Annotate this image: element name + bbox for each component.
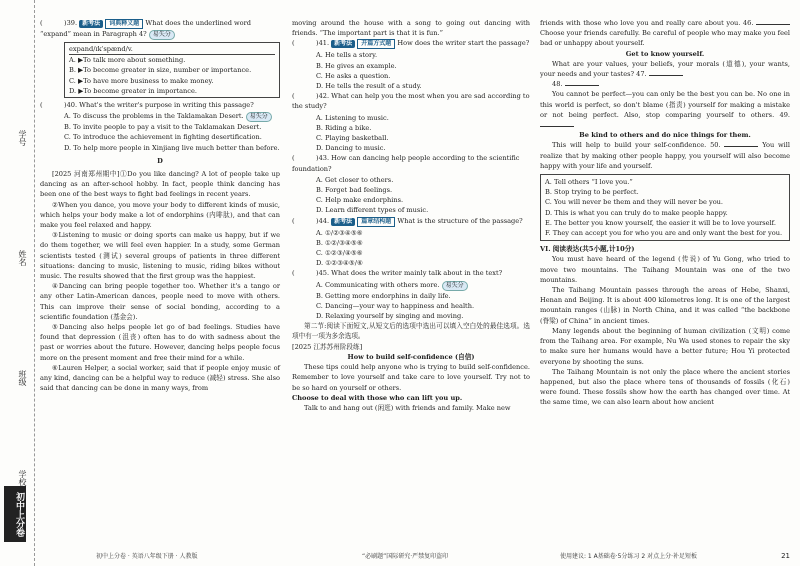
option[interactable]: D. Dancing to music. xyxy=(316,144,386,153)
passage-paragraph: You cannot be perfect—you can only be the best you can be. No one in this world is perfect, so don't blame (指责) yourself for making a mistake or not being perfect. Also, stop comparing yourself to others. 49. xyxy=(540,89,790,130)
margin-label-school: 学校 xyxy=(18,470,27,486)
passage-paragraph: ⑤Dancing also helps people let go of bad feelings. Studies have found that depression (沮丧) often has to do with sadness about the past or worries about the future. However, dancing helps people focus more on the present moment and free their mind for a while. xyxy=(40,323,280,362)
passage-paragraph: These tips could help anyone who is trying to build self-confidence. Remember to love yourself and take care to love yourself. Try not to be so hard on yourself or others. xyxy=(292,363,530,392)
passage-paragraph: 48. xyxy=(540,79,790,89)
option[interactable]: B. Getting more endorphins in daily life. xyxy=(316,291,451,300)
option: F. They can accept you for who you are and only want the best for you. xyxy=(545,229,783,238)
passage-paragraph: ⑥Lauren Helper, a social worker, said that if people enjoy music of any kind, dancing can be a helpful way to reduce (减轻) stress. She also said that dancing can be done in many ways, from xyxy=(40,363,280,393)
option[interactable]: B. ①②/③④⑤⑥ xyxy=(316,238,363,247)
option[interactable]: A. He tells a story. xyxy=(316,51,378,60)
option[interactable]: A. Listening to music. xyxy=(316,113,389,122)
option[interactable]: C. ①②③/④⑤⑥ xyxy=(316,249,363,258)
answer-paren[interactable]: ( xyxy=(40,19,43,27)
option[interactable]: B. Riding a bike. xyxy=(316,123,372,132)
passage-subheading: Choose to deal with those who can lift you up. xyxy=(292,393,463,402)
option: E. The better you know yourself, the easier it will be to love yourself. xyxy=(545,218,776,227)
section-heading: VI. 阅读表达(共5小题,计10分) xyxy=(540,245,635,254)
options-box xyxy=(540,174,790,241)
tag-type: 词典释义题 xyxy=(105,19,143,29)
dictionary-def: A. ▶To talk more about something. xyxy=(69,56,186,65)
margin-label-student-id: 学号 xyxy=(18,130,27,146)
passage-title: How to build self-confidence (自信) xyxy=(347,352,475,361)
question-42: ( )42. What can help you the most when you are sad according to the study? xyxy=(292,92,530,111)
tag-type: 开篇方式题 xyxy=(357,39,395,49)
option[interactable]: B. To invite people to pay a visit to the Taklamakan Desert. xyxy=(64,123,262,132)
question-text: What does the writer mainly talk about in the text? xyxy=(331,269,503,278)
option: D. This is what you can truly do to make people happy. xyxy=(545,208,728,217)
passage-paragraph: Many legends about the beginning of human civilization (文明) come from the Taihang area. For example, Nu Wa used stones to repair the sky to make sure her humans would have a better future; Hou Yi protected everyone by shooting the suns. xyxy=(540,326,790,366)
answer-paren[interactable]: ( xyxy=(292,39,295,48)
passage-paragraph: ③Listening to music or doing sports can make us happy, but if we do them together, we will feel even happier. In a study, some German scientists tested (测试) several groups of patients in three different situations: dancing to music, listening to music, riding bikes without music. The results showed that the first group was the happiest. xyxy=(40,231,280,281)
passage-subheading: Get to know yourself. xyxy=(625,49,705,58)
tag-type: 篇章结构题 xyxy=(357,217,395,227)
answer-paren[interactable]: ( xyxy=(40,101,43,110)
option[interactable]: A. Get closer to others. xyxy=(316,175,394,184)
column-left xyxy=(40,18,280,394)
column-right xyxy=(540,18,790,408)
option[interactable]: D. To help more people in Xinjiang live much better than before. xyxy=(64,143,280,152)
source-note: [2025 江苏苏州阶段练] xyxy=(292,342,363,351)
passage-paragraph: This will help to build your self-confidence. 50. You will realize that by making other people happy, you yourself will also become happy with your life and yourself. xyxy=(540,141,790,170)
option[interactable]: A. ①/②③④⑤⑥ xyxy=(316,228,363,237)
option[interactable]: B. He gives an example. xyxy=(316,61,397,70)
answer-paren[interactable]: ( xyxy=(292,216,295,225)
question-44: ( )44. 新考法 篇章结构题 What is the structure of the passage? xyxy=(292,216,523,225)
option[interactable]: C. Help make endorphins. xyxy=(316,196,404,205)
column-middle xyxy=(292,18,530,413)
option: C. You will never be them and they will never be you. xyxy=(545,198,724,207)
option[interactable]: D. ①②③④⑤/⑥ xyxy=(316,259,363,268)
dictionary-def: D. ▶To become greater in importance. xyxy=(69,86,197,95)
margin-label-class: 班级 xyxy=(18,370,27,386)
tag-new: 新考法 xyxy=(331,218,355,226)
passage-paragraph: [2025 河南郑州期中]①Do you like dancing? A lot of people take up dancing as an after-school hobby. In fact, people think dancing has been one of the best ways to fight bad feelings in recent years. xyxy=(40,170,280,199)
option[interactable]: C. To introduce the achievement in fighting desertification. xyxy=(64,133,262,142)
blank-47[interactable] xyxy=(649,75,683,76)
badge-easy-miss: 易失分 xyxy=(246,112,272,122)
passage-paragraph: friends with those who love you and really care about you. 46. Choose your friends carefully. Be careful of people who may make you feel bad or unhappy about yourself. xyxy=(540,19,790,48)
passage-paragraph: ④Dancing can bring people together too. Whether it's a tango or any other Latin-American dances, people need to move with others. This can improve their sense of social bonding, according to a scientific foundation (基金会). xyxy=(40,282,280,321)
answer-paren[interactable]: ( xyxy=(292,154,295,163)
dictionary-box xyxy=(64,42,280,98)
passage-continued: moving around the house with a song to going out dancing with friends. “The important part is that it is fun.” xyxy=(292,19,530,38)
brand-logo: 初中上分卷 xyxy=(4,486,26,542)
answer-paren[interactable]: ( xyxy=(292,92,295,101)
footer-usage: 使用建议: 1 A基础卷·5分练习 2 对点上分·补足短板 xyxy=(560,553,698,560)
question-text: How does the writer start the passage? xyxy=(397,39,530,48)
page-number: 21 xyxy=(781,552,790,560)
dictionary-head: expand/ɪkˈspænd/v. xyxy=(69,44,275,55)
passage-paragraph: You must have heard of the legend (传说) of Yu Gong, who tried to move two mountains. The Taihang Mountain was one of the two mountains. xyxy=(540,255,790,284)
badge-easy-miss: 易失分 xyxy=(149,30,175,40)
question-text: How can dancing help people according to the scientific foundation? xyxy=(292,154,520,173)
footer-copyright: “必刷题”国际研究·严禁复印盗印 xyxy=(362,553,449,560)
blank-48[interactable] xyxy=(565,85,599,86)
option[interactable]: D. He tells the result of a study. xyxy=(316,82,422,91)
binding-margin xyxy=(0,0,35,566)
option[interactable]: A. Communicating with others more. 易失分 xyxy=(292,280,530,291)
option: A. Tell others “I love you.” xyxy=(545,178,633,187)
option[interactable]: C. He asks a question. xyxy=(316,71,391,80)
dictionary-def: B. ▶To become greater in size, number or importance. xyxy=(69,66,252,75)
option[interactable]: C. Playing basketball. xyxy=(316,134,389,143)
option[interactable]: C. Dancing—your way to happiness and health. xyxy=(316,301,475,310)
blank-46[interactable] xyxy=(756,24,790,25)
passage-paragraph: What are your values, your beliefs, your morals (道德), your wants, your needs and your tastes? 47. xyxy=(540,59,790,79)
tag-new: 新考法 xyxy=(331,40,355,48)
question-39: ( )39. 新考法 词典释义题 What does the underlined word “expand” mean in Paragraph 4? 易失分 xyxy=(40,19,252,38)
passage-paragraph: ②When you dance, you move your body to different kinds of music, which helps your body make a lot of endorphins (内啡肽), and that can make you feel relaxed and happy. xyxy=(40,200,280,230)
question-41: ( )41. 新考法 开篇方式题 How does the writer start the passage? xyxy=(292,39,530,48)
section-instruction: 第二节:阅读下面短文,从短文后的选项中选出可以填入空白处的最佳选项。选项中有一项为多余选项。 xyxy=(292,322,530,341)
option[interactable]: A. To discuss the problems in the Taklamakan Desert. 易失分 xyxy=(40,111,280,122)
margin-label-name: 姓名 xyxy=(18,250,27,266)
passage-paragraph: The Taihang Mountain is not only the place where the ancient stories happened, but also the place where tens of thousands of fossils (化石) were found. These fossils show how the earth has changed over time. At the same time, we can also learn about how ancient xyxy=(540,367,790,407)
option[interactable]: B. Forget bad feelings. xyxy=(316,186,393,195)
blank-49[interactable] xyxy=(540,126,574,127)
question-text: What's the writer's purpose in writing this passage? xyxy=(79,101,254,110)
passage-subheading: Be kind to others and do nice things for them. xyxy=(579,131,751,140)
option[interactable]: D. Relaxing yourself by singing and moving. xyxy=(316,312,464,321)
blank-50[interactable] xyxy=(724,146,758,147)
question-43: ( )43. How can dancing help people according to the scientific foundation? xyxy=(292,154,520,173)
passage-paragraph: The Taihang Mountain passes through the areas of Hebe, Shanxi, Henan and Beijing. It is about 400 kilometres long. It is one of the largest mountain ranges (山脉) in North China, and it was called “the backbone (脊梁) of China” in ancient times. xyxy=(540,286,790,325)
badge-easy-miss: 易失分 xyxy=(442,281,468,291)
option[interactable]: D. Learn different types of music. xyxy=(316,206,429,215)
section-heading: D xyxy=(157,156,163,165)
question-40: ( )40. What's the writer's purpose in writing this passage? xyxy=(40,101,254,110)
question-text: What does the underlined word “expand” mean in Paragraph 4? xyxy=(40,19,252,38)
footer-book: 初中上分卷 · 英语八年级下册 · 人教版 xyxy=(96,553,198,560)
option: B. Stop trying to be perfect. xyxy=(545,188,639,197)
question-45: ( )45. What does the writer mainly talk about in the text? xyxy=(292,269,503,278)
dictionary-def: C. ▶To have more business to make money. xyxy=(69,76,214,85)
tag-new: 新考法 xyxy=(79,20,103,28)
passage-paragraph: Talk to and hang out (闲逛) with friends and family. Make new xyxy=(304,403,511,412)
question-text: What can help you the most when you are sad according to the study? xyxy=(292,92,530,111)
answer-paren[interactable]: ( xyxy=(292,269,295,278)
question-text: What is the structure of the passage? xyxy=(397,216,523,225)
